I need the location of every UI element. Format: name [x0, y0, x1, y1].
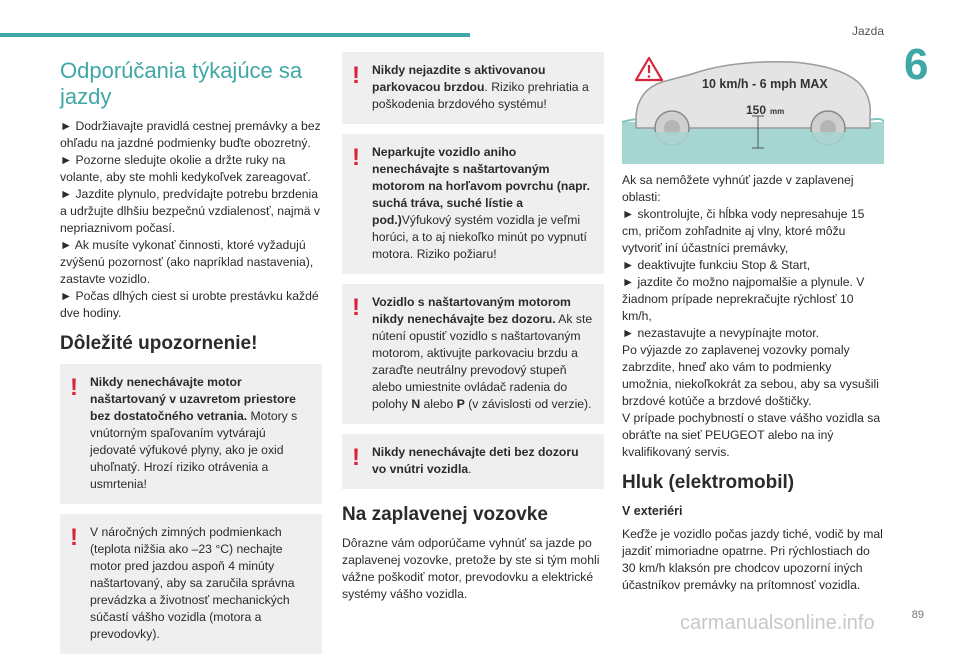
- warning-exclamation-icon: !: [352, 144, 360, 171]
- warning-exclamation-icon: !: [352, 294, 360, 321]
- warning-exclamation-icon: !: [70, 374, 78, 401]
- warning-body-text: Motory s vnútorným spaľovaním vytvárajú jedovaté výfukové plyny, ako je oxid uhoľnatý. Hrozí riziko otrávenia a usmrtenia!: [90, 409, 298, 491]
- warning-body-text: alebo: [420, 397, 457, 411]
- warning-exclamation-icon: !: [70, 524, 78, 551]
- bullet-3: ► Jazdite plynulo, predvídajte potrebu brzdenia a udržujte dlhšiu bezpečnú vzdialenosť, najmä v nepriaznivom počasí.: [60, 187, 320, 235]
- flood-line-1: Ak sa nemôžete vyhnúť jazde v zaplavenej oblasti:: [622, 173, 854, 204]
- warning-bold-text: Vozidlo s naštartovaným motorom nikdy nenechávajte bez dozoru.: [372, 295, 571, 326]
- flood-line-3: ► deaktivujte funkciu Stop & Start,: [622, 258, 811, 272]
- header-accent-bar: [0, 33, 470, 37]
- water-depth-value: 150: [746, 103, 767, 117]
- bullet-4: ► Ak musíte vykonať činnosti, ktoré vyžadujú zvýšenú pozornosť (ako napríklad nastavenia), zastavte vozidlo.: [60, 238, 314, 286]
- warning-bold-text: Nikdy nejazdite s aktivovanou parkovacou brzdou: [372, 63, 546, 94]
- warning-bold-text: Nikdy nenechávajte deti bez dozoru vo vnútri vozidla: [372, 445, 579, 476]
- warning-bold-text: Neparkujte vozidlo aniho nenechávajte s naštartovaným motorom na horľavom povrchu (napr. suchá tráva, suché lístie a pod.): [372, 145, 590, 227]
- bullet-5: ► Počas dlhých ciest si urobte prestávku každé dve hodiny.: [60, 289, 319, 320]
- warning-body-text: .: [468, 462, 472, 476]
- water-depth-unit: mm: [770, 107, 785, 116]
- chapter-number: 6: [904, 40, 929, 89]
- warning-body-text: . Riziko prehriatia a poškodenia brzdového systému!: [372, 80, 589, 111]
- warning-body-text: Výfukový systém vozidla je veľmi horúci, a to aj niekoľko minút po vypnutí motora. Riziko požiaru!: [372, 213, 587, 261]
- warning-box-children: [342, 434, 604, 489]
- column-2: [342, 52, 604, 603]
- flood-line-6: Po výjazde zo zaplavenej vozovky pomaly zabrzdite, hneď ako vám to podmienky umožnia, niekoľkokrát za sebou, aby sa vysušili brzdové kotúče a brzdové doštičky.: [622, 343, 879, 408]
- warning-box-flammable: [342, 134, 604, 274]
- flood-line-4: ► jazdite čo možno najpomalšie a plynule. V žiadnom prípade neprekračujte rýchlosť 10 km/h,: [622, 275, 865, 323]
- watermark: carmanualsonline.info: [680, 612, 875, 634]
- warning-box-winter: [60, 514, 322, 654]
- warning-exclamation-icon: !: [352, 444, 360, 471]
- flooded-road-illustration: [622, 54, 884, 164]
- warning-body-text: (v závislosti od verzie).: [464, 397, 592, 411]
- gear-p-label: P: [456, 397, 465, 411]
- speed-limit-label: 10 km/h - 6 mph MAX: [702, 77, 828, 91]
- warning-box-unattended: [342, 284, 604, 424]
- warning-box-ventilation: [60, 364, 322, 504]
- bullet-1: ► Dodržiavajte pravidlá cestnej premávky a bez ohľadu na jazdné podmienky buďte obozretný.: [60, 119, 321, 150]
- noise-heading: Hluk (elektromobil): [622, 472, 795, 493]
- driving-recommendations-heading: Odporúčania týkajúce sa jazdy: [60, 58, 303, 109]
- flood-line-2: ► skontrolujte, či hĺbka vody nepresahuje 15 cm, pričom zohľadnite aj vlny, ktoré môžu vytvoriť iní účastníci premávky,: [622, 207, 865, 255]
- warning-body-text: Ak ste nútení opustiť vozidlo s naštartovaným motorom, aktivujte parkovaciu brzdu a zaraďte neutrálny prevodový stupeň alebo umiestnite ovládač radenia do polohy: [372, 312, 593, 411]
- column-3: [622, 54, 884, 594]
- page-number: 89: [911, 609, 924, 621]
- warning-bold-text: Nikdy nenechávajte motor naštartovaný v uzavretom priestore bez dostatočného vetrania.: [90, 375, 296, 423]
- bullet-2: ► Pozorne sledujte okolie a držte ruky na volante, aby ste mohli kedykoľvek zareagovať.: [60, 153, 311, 184]
- exterior-subheading: V exteriéri: [622, 504, 683, 518]
- important-warning-heading: Dôležité upozornenie!: [60, 333, 258, 354]
- flooded-road-heading: Na zaplavenej vozovke: [342, 504, 548, 525]
- warning-exclamation-icon: !: [352, 62, 360, 89]
- flood-line-5: ► nezastavujte a nevypínajte motor.: [622, 326, 820, 340]
- flooded-road-text: Dôrazne vám odporúčame vyhnúť sa jazde po zaplavenej vozovke, pretože by ste si tým mohli vážne poškodiť motor, prevodovku a elektrické systémy vášho vozidla.: [342, 536, 600, 601]
- section-title: Jazda: [851, 24, 884, 38]
- gear-n-label: N: [411, 397, 421, 411]
- warning-box-parking-brake: [342, 52, 604, 124]
- noise-text: Keďže je vozidlo počas jazdy tiché, vodič by mal jazdiť mimoriadne opatrne. Pri rýchlostiach do 30 km/h klaksón pre chodcov upozorní iných účastníkov premávky na prítomnosť vozidla.: [622, 527, 883, 592]
- flood-line-7: V prípade pochybností o stave vášho vozidla sa obráťte na sieť PEUGEOT alebo na iný kvalifikovaný servis.: [622, 411, 881, 459]
- warning-body-text: V náročných zimných podmienkach (teplota nižšia ako –23 °C) nechajte motor pred jazdou aspoň 4 minúty naštartovaný, aby sa zaručila správna prevádzka a životnosť mechanických súčastí vášho vozidla (motora a prevodovky).: [90, 525, 295, 641]
- column-1: [60, 52, 322, 664]
